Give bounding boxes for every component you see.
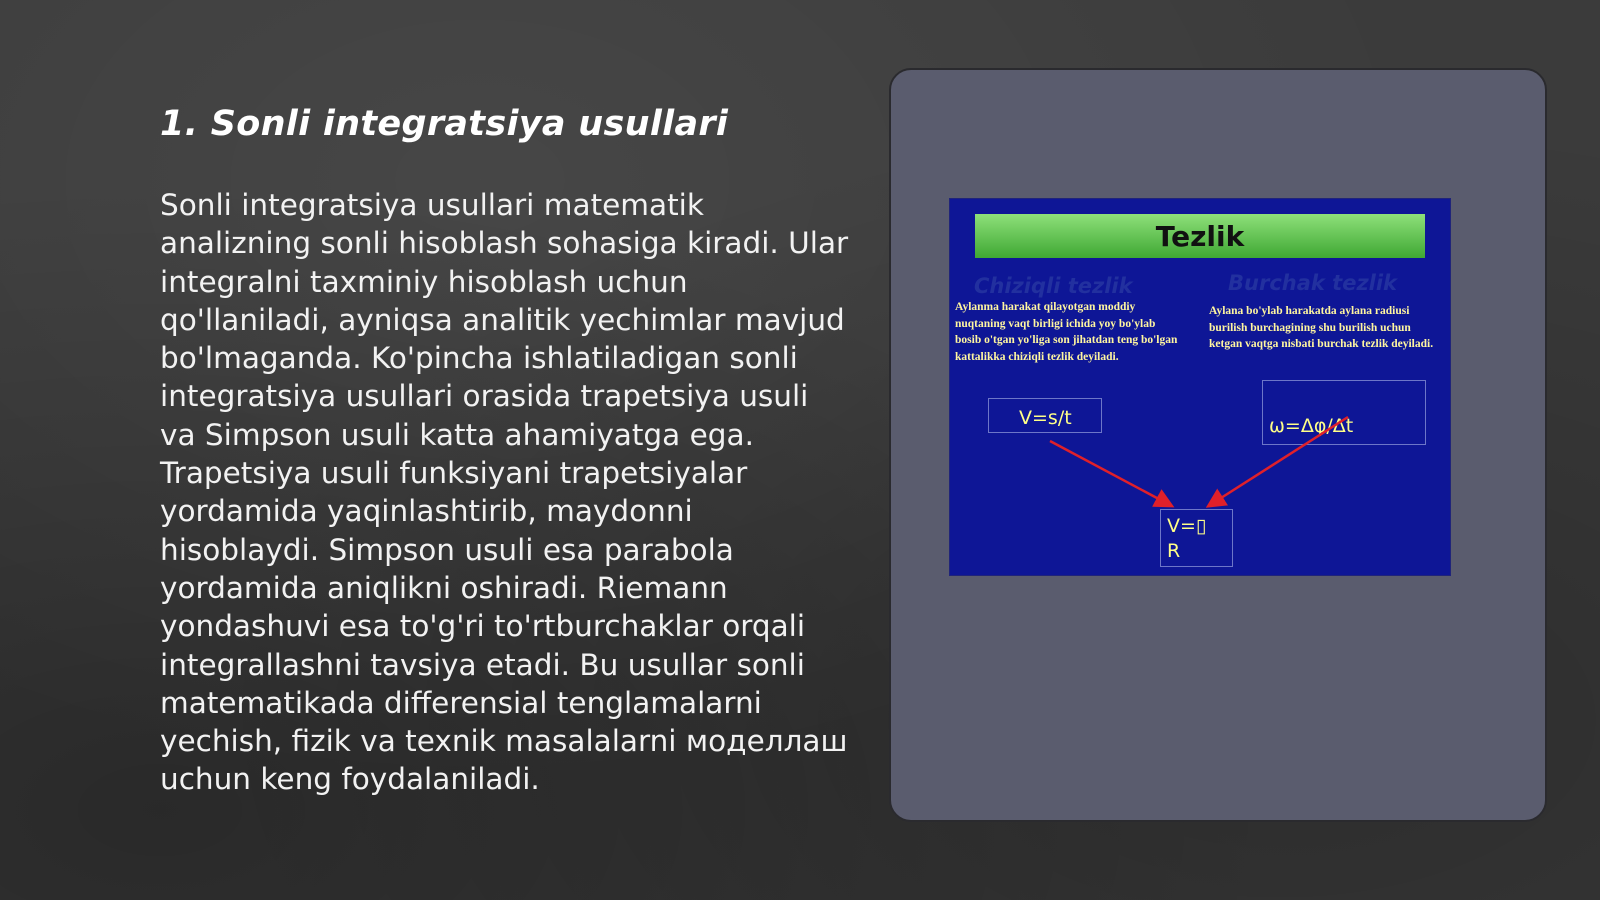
body-paragraph: Sonli integratsiya usullari matematik analizning sonli hisoblash sohasiga kiradi. Ular integralni taxminiy hisoblash uchun qo'llaniladi, ayniqsa analitik yechimlar mavjud bo'lmaganda. Ko'pincha ishlatiladigan sonli integratsiya usullari orasida trapetsiya usuli va Simpson usuli katta ahamiyatga ega. Trapetsiya usuli funksiyani trapetsiyalar yordamida yaqinlashtirib, maydonni hisoblaydi. Simpson usuli esa parabola yordamida aniqlikni oshiradi. Riemann yondashuvi esa to'g'ri to'rtburchaklar orqali integrallashni tavsiya etadi. Bu usullar sonli matematikada differensial tenglamalarni yechish, fizik va texnik masalalarni моделлаш uchun keng foydalaniladi. bbox=[160, 188, 849, 797]
angular-speed-description: Aylana bo'ylab harakatda aylana radiusi burilish burchagining shu burilish uchun ketgan vaqtga nisbati burchak tezlik deyiladi. bbox=[1209, 305, 1434, 350]
left-arrow bbox=[1050, 441, 1170, 505]
linear-formula-box: V=s/t bbox=[988, 398, 1102, 433]
linear-speed-description: Aylanma harakat qilayotgan moddiy nuqtaning vaqt birligi ichida yoy bo'ylab bosib o'tgan yo'liga son jihatdan teng bo'lgan kattalikka chiziqli tezlik deyiladi. bbox=[955, 301, 1178, 363]
angular-formula-box: ω=Δφ/Δt bbox=[1262, 380, 1426, 445]
slide-banner: Tezlik bbox=[975, 214, 1425, 258]
linear-speed-heading: Chiziqli tezlik bbox=[974, 274, 1133, 298]
right-arrow bbox=[1210, 417, 1348, 505]
embedded-slide-image bbox=[950, 199, 1450, 575]
connector-arrows bbox=[950, 199, 1450, 575]
angular-speed-heading: Burchak tezlik bbox=[1228, 271, 1398, 295]
result-formula-line2: R bbox=[1167, 540, 1181, 562]
result-formula-line1: V=▯ bbox=[1167, 515, 1207, 537]
slide-title: 1. Sonli integratsiya usullari bbox=[160, 104, 729, 144]
